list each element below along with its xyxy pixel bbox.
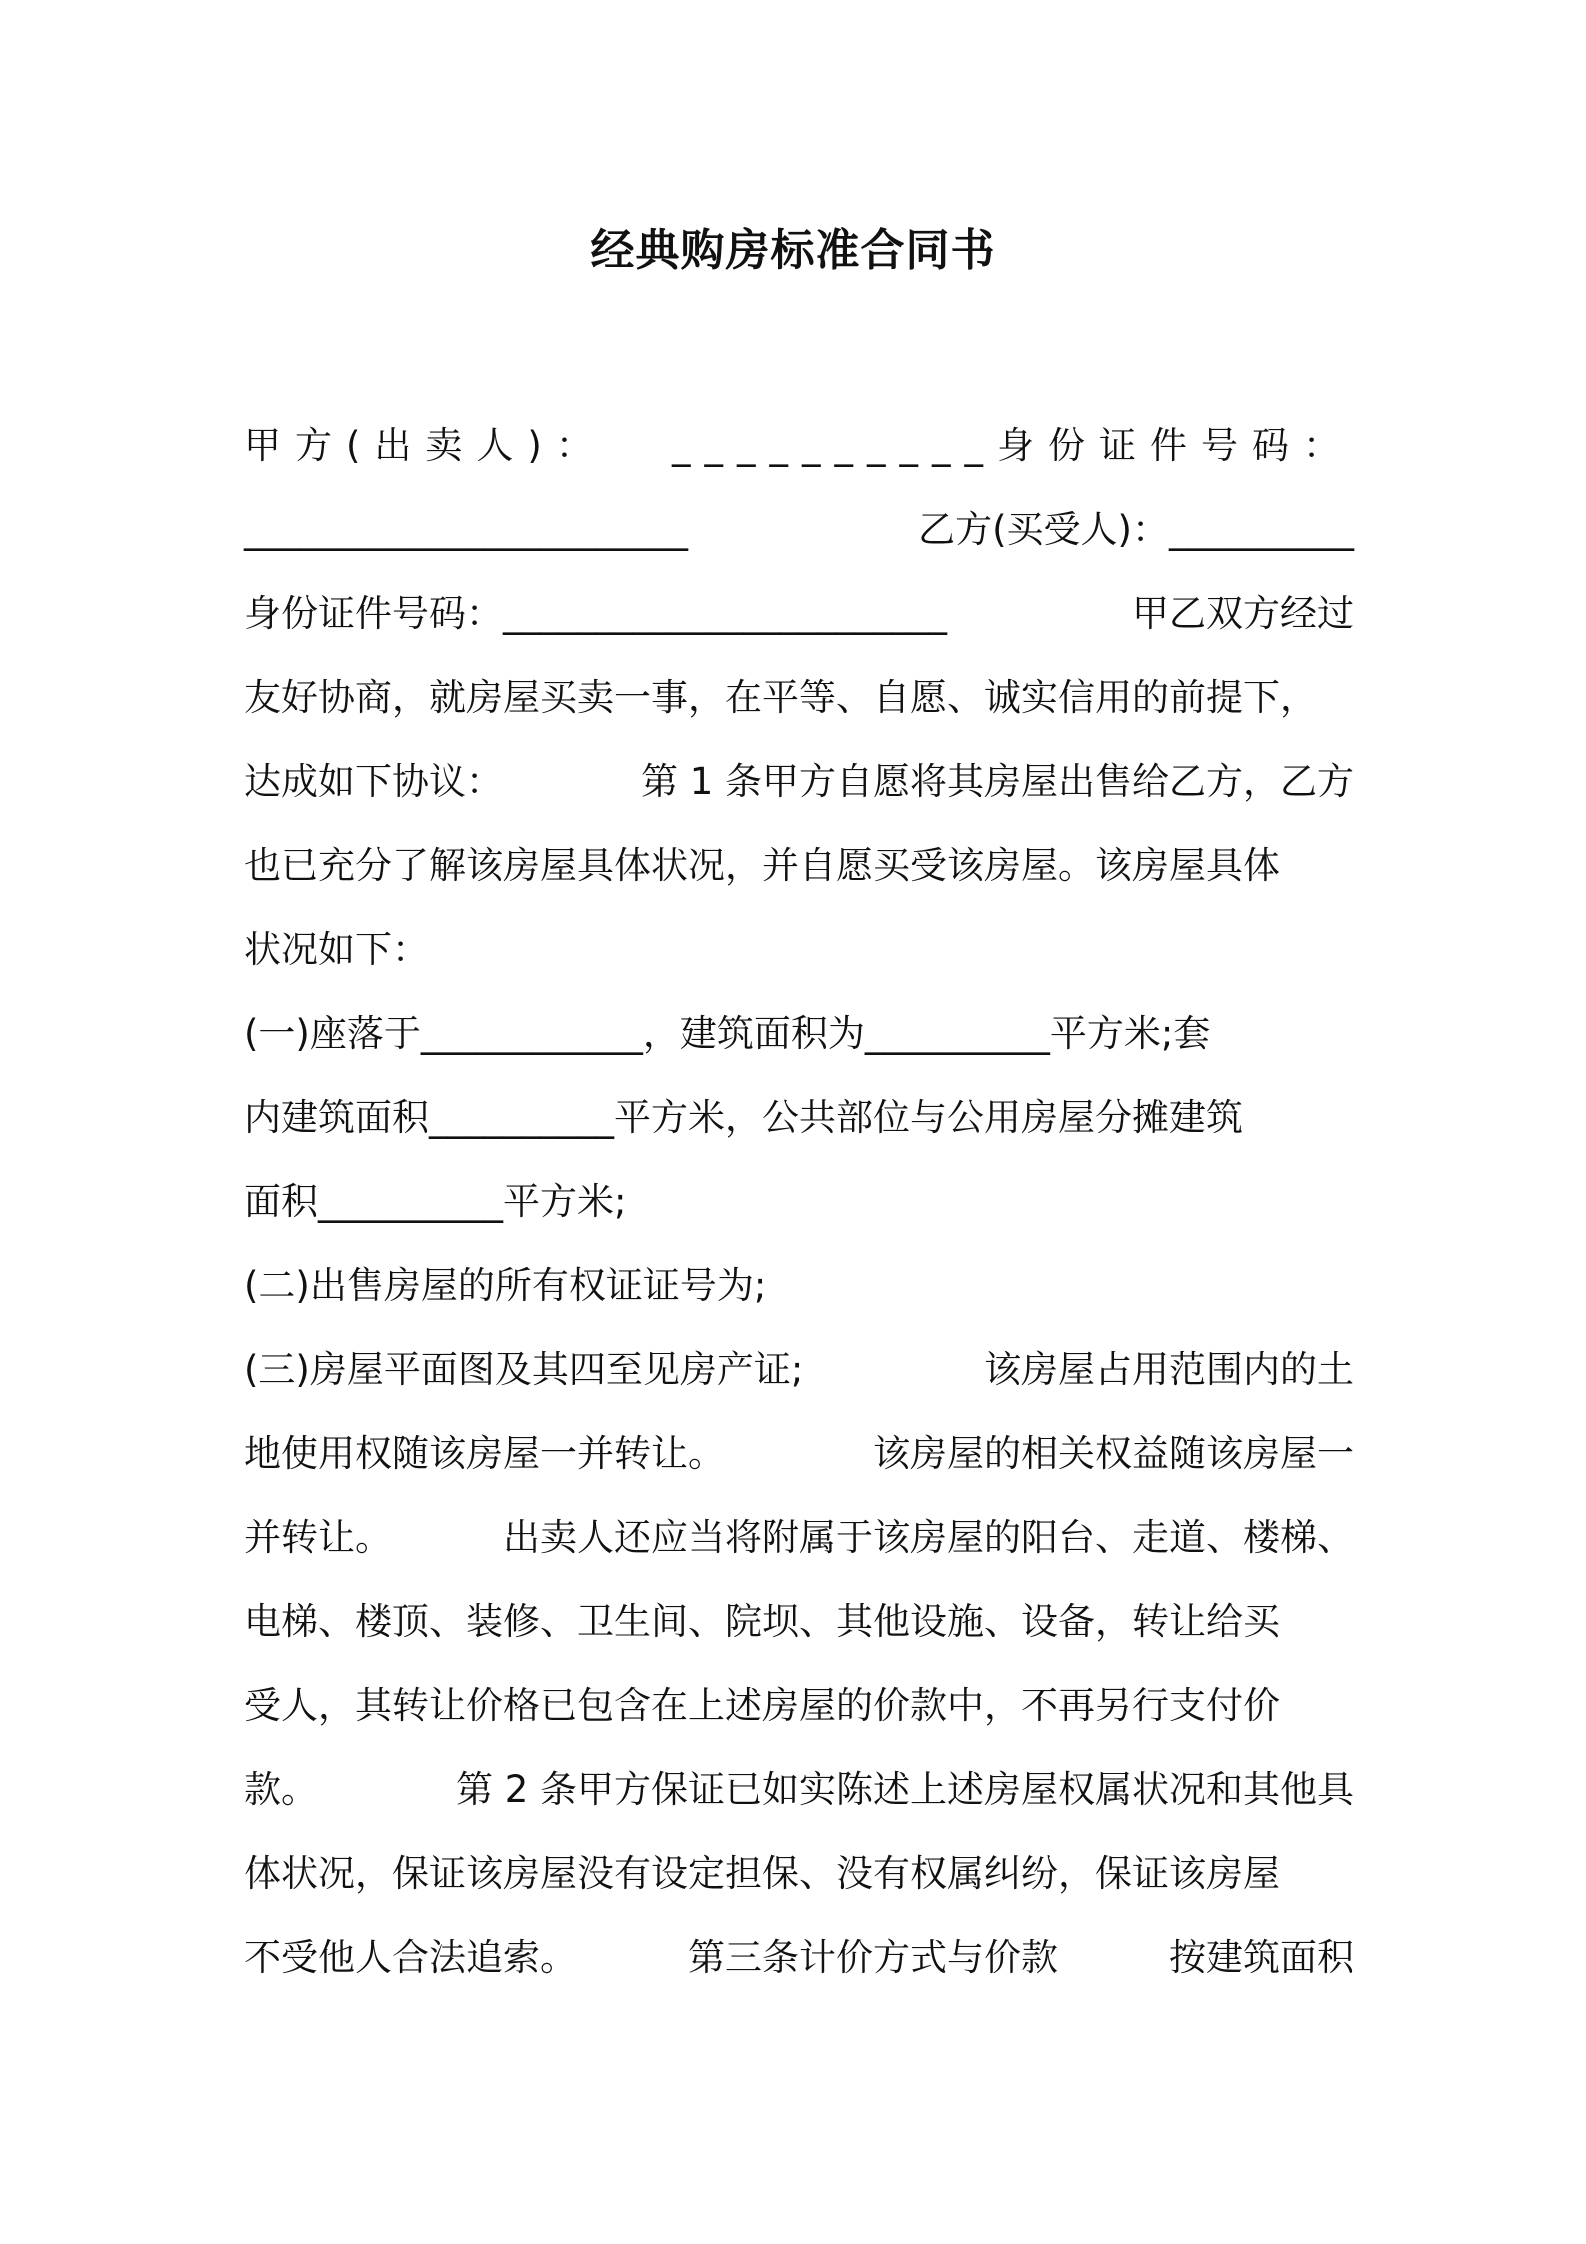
text-line xyxy=(244,740,1354,824)
item-3-floor-plan: (三)房屋平面图及其四至见房产证; xyxy=(244,1348,804,1391)
document-title: 经典购房标准合同书 xyxy=(590,225,996,276)
text-line xyxy=(244,1748,1354,1832)
text-line xyxy=(244,1916,1354,2000)
text-segment: 体状况，保证该房屋没有设定担保、没有权属纠纷，保证该房屋 xyxy=(244,1852,1280,1895)
text-segment: 该房屋占用范围内的土 xyxy=(984,1348,1354,1391)
party-a-label: 甲方(出卖人)： xyxy=(244,424,607,467)
text-line xyxy=(244,404,1354,488)
party-b-id-label: 身份证件号码：________________________ xyxy=(244,592,947,635)
party-a-id-blank: __________身份证件号码： xyxy=(672,424,1354,467)
text-segment: 状况如下： xyxy=(244,928,429,971)
text-line xyxy=(244,1412,1354,1496)
text-segment: 出卖人还应当将附属于该房屋的阳台、走道、楼梯、 xyxy=(503,1516,1354,1559)
text-segment: 内建筑面积__________平方米，公共部位与公用房屋分摊建筑 xyxy=(244,1096,1243,1139)
text-line xyxy=(244,1328,1354,1412)
item-2-certificate: (二)出售房屋的所有权证证号为; xyxy=(244,1264,767,1307)
text-line xyxy=(244,1832,1354,1916)
text-segment: 地使用权随该房屋一并转让。 xyxy=(244,1432,725,1475)
item-1-location: (一)座落于____________，建筑面积为__________平方米;套 xyxy=(244,1012,1211,1055)
text-segment: 款。 xyxy=(244,1768,318,1811)
text-segment: 面积__________平方米; xyxy=(244,1180,627,1223)
text-segment: 受人，其转让价格已包含在上述房屋的价款中，不再另行支付价 xyxy=(244,1684,1280,1727)
text-line xyxy=(244,656,1354,740)
text-line xyxy=(244,824,1354,908)
text-segment: 并转让。 xyxy=(244,1516,392,1559)
text-line xyxy=(244,1160,1354,1244)
text-line xyxy=(244,1244,1354,1328)
text-segment: 该房屋的相关权益随该房屋一 xyxy=(873,1432,1354,1475)
document-body xyxy=(244,404,1354,2000)
text-line xyxy=(244,1664,1354,1748)
text-segment: 按建筑面积 xyxy=(1169,1936,1354,1979)
text-line xyxy=(244,1496,1354,1580)
text-line xyxy=(244,488,1354,572)
text-line xyxy=(244,1580,1354,1664)
text-segment: 也已充分了解该房屋具体状况，并自愿买受该房屋。该房屋具体 xyxy=(244,844,1280,887)
party-b-label: 乙方(买受人)：__________ xyxy=(918,508,1354,551)
article-2-start: 第 2 条甲方保证已如实陈述上述房屋权属状况和其他具 xyxy=(455,1768,1354,1811)
article-1-start: 第 1 条甲方自愿将其房屋出售给乙方，乙方 xyxy=(640,760,1354,803)
text-line xyxy=(244,1076,1354,1160)
text-segment: 达成如下协议： xyxy=(244,760,503,803)
text-line xyxy=(244,908,1354,992)
text-segment: 电梯、楼顶、装修、卫生间、院坝、其他设施、设备，转让给买 xyxy=(244,1600,1280,1643)
party-a-id-value-blank: ________________________ xyxy=(244,508,688,551)
text-line xyxy=(244,992,1354,1076)
text-segment: 甲乙双方经过 xyxy=(1132,592,1354,635)
text-segment: 不受他人合法追索。 xyxy=(244,1936,577,1979)
text-line xyxy=(244,572,1354,656)
article-3-heading: 第三条计价方式与价款 xyxy=(688,1936,1058,1979)
text-segment: 友好协商，就房屋买卖一事，在平等、自愿、诚实信用的前提下， xyxy=(244,676,1317,719)
